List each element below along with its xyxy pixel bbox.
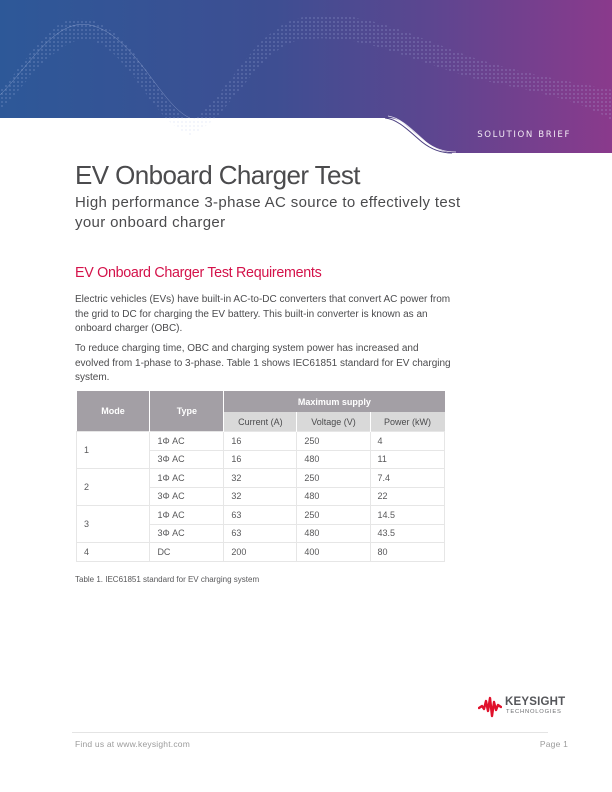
document-type-label: SOLUTION BRIEF (477, 130, 571, 140)
page-title: EV Onboard Charger Test (75, 160, 360, 190)
cell-type: DC (150, 543, 224, 562)
cell-mode: 3 (77, 506, 150, 543)
page-number: Page 1 (539, 739, 568, 749)
iec61851-table (76, 391, 445, 562)
section-heading: EV Onboard Charger Test Requirements (75, 265, 322, 281)
cell-power: 43.5 (370, 524, 445, 543)
cell-current: 32 (224, 469, 297, 488)
cell-voltage: 480 (297, 487, 370, 506)
logo-tagline: TECHNOLOGIES (506, 709, 562, 715)
cell-current: 16 (224, 450, 297, 469)
logo-wordmark: KEYSIGHT (505, 696, 566, 708)
footer-website: Find us at www.keysight.com (75, 739, 190, 749)
header-mode: Mode (77, 391, 150, 432)
cell-mode: 2 (77, 469, 150, 506)
header-type: Type (150, 391, 224, 432)
header-banner (0, 0, 612, 160)
cell-type: 1Φ AC (150, 469, 224, 488)
cell-type: 3Φ AC (150, 487, 224, 506)
table-row (77, 432, 445, 451)
table-row (77, 469, 445, 488)
body-paragraph: To reduce charging time, OBC and charging system power has increased and evolved from 1-phase to 3-phase. Table 1 shows IEC61851 standard for EV charging system. (75, 343, 451, 384)
cell-type: 1Φ AC (150, 506, 224, 525)
cell-type: 1Φ AC (150, 432, 224, 451)
cell-current: 16 (224, 432, 297, 451)
cell-power: 4 (370, 432, 445, 451)
cell-current: 63 (224, 524, 297, 543)
cell-voltage: 480 (297, 450, 370, 469)
table-caption: Table 1. IEC61851 standard for EV charging system (75, 575, 260, 584)
cell-power: 80 (370, 543, 445, 562)
cell-voltage: 250 (297, 469, 370, 488)
keysight-wave-icon (478, 696, 502, 723)
cell-power: 14.5 (370, 506, 445, 525)
cell-voltage: 400 (297, 543, 370, 562)
page-subtitle: High performance 3-phase AC source to effectively test your onboard charger (75, 194, 461, 231)
cell-voltage: 250 (297, 506, 370, 525)
table-row (77, 506, 445, 525)
footer-divider (72, 732, 548, 733)
header-current: Current (A) (224, 412, 297, 432)
keysight-logo (478, 694, 578, 720)
header-power: Power (kW) (370, 412, 445, 432)
cell-current: 32 (224, 487, 297, 506)
cell-type: 3Φ AC (150, 450, 224, 469)
cell-mode: 1 (77, 432, 150, 469)
cell-type: 3Φ AC (150, 524, 224, 543)
cell-voltage: 250 (297, 432, 370, 451)
table-row (77, 543, 445, 562)
header-voltage: Voltage (V) (297, 412, 370, 432)
cell-mode: 4 (77, 543, 150, 562)
cell-power: 11 (370, 450, 445, 469)
cell-power: 22 (370, 487, 445, 506)
cell-current: 200 (224, 543, 297, 562)
body-paragraph: Electric vehicles (EVs) have built-in AC-to-DC converters that convert AC power from the grid to DC for charging the EV battery. This built-in converter is known as an onboard charger (OBC). (75, 294, 451, 335)
header-maximum-supply: Maximum supply (224, 391, 445, 412)
cell-voltage: 480 (297, 524, 370, 543)
cell-power: 7.4 (370, 469, 445, 488)
cell-current: 63 (224, 506, 297, 525)
